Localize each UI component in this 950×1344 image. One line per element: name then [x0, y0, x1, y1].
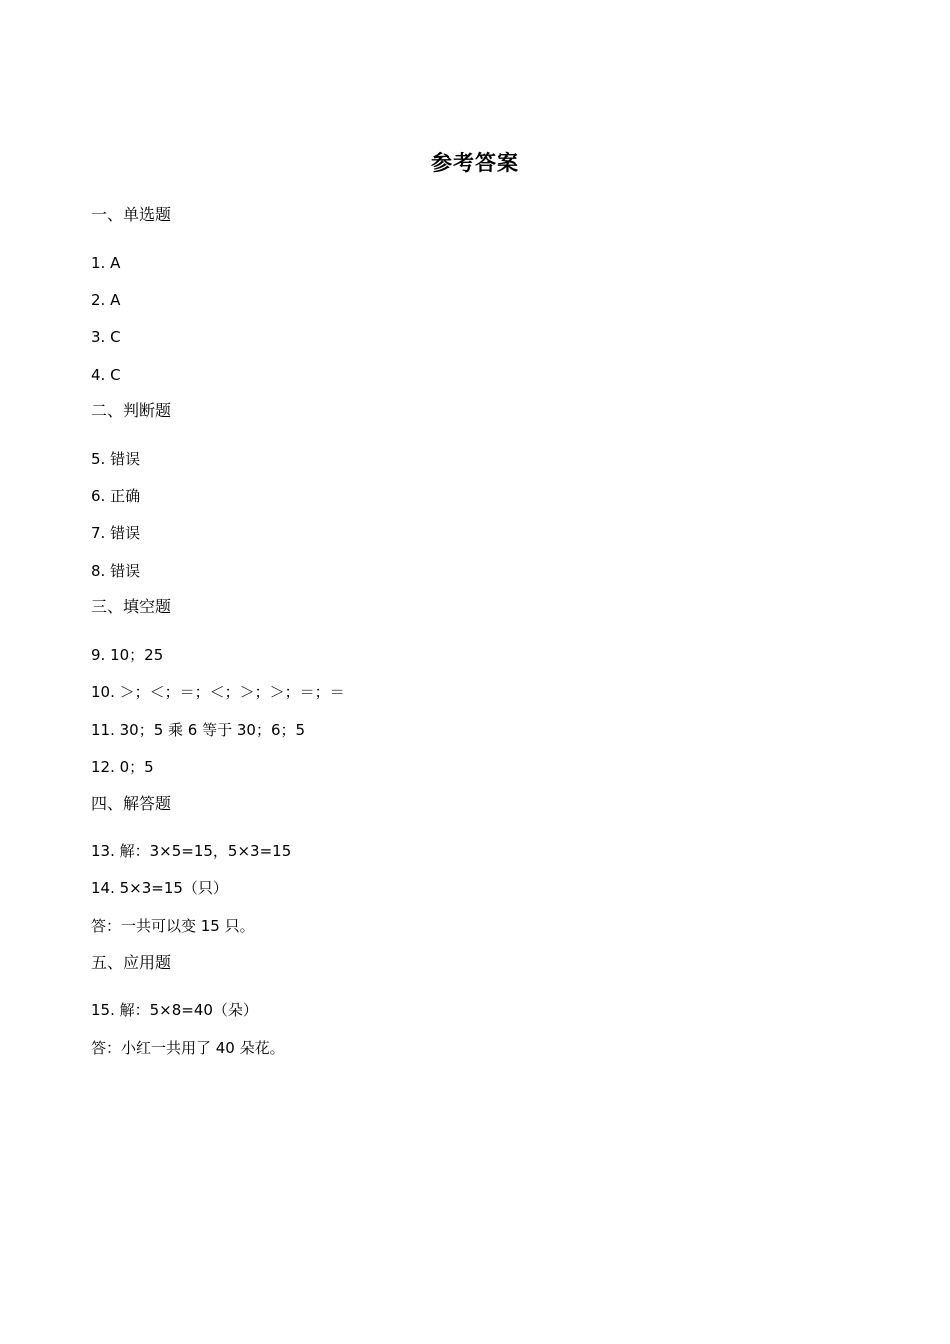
section-heading-application: 五、应用题: [91, 953, 172, 972]
answer-item-5: 5. 错误: [91, 450, 141, 468]
section-heading-fill-in: 三、填空题: [91, 597, 172, 616]
page-title: 参考答案: [431, 151, 519, 175]
answer-item-13: 13. 解：3×5=15，5×3=15: [91, 842, 292, 860]
answer-item-14: 14. 5×3=15（只）: [91, 879, 228, 897]
answer-item-9: 9. 10；25: [91, 646, 164, 664]
answer-item-14-answer: 答：一共可以变 15 只。: [91, 917, 255, 935]
answer-item-11: 11. 30；5 乘 6 等于 30；6；5: [91, 721, 306, 739]
answer-item-15-answer: 答：小红一共用了 40 朵花。: [91, 1039, 285, 1057]
answer-item-2: 2. A: [91, 291, 121, 309]
answer-item-10: 10. ＞；＜；＝；＜；＞；＞；＝；＝: [91, 683, 345, 701]
answer-item-7: 7. 错误: [91, 524, 141, 542]
answer-item-12: 12. 0；5: [91, 758, 154, 776]
answer-item-3: 3. C: [91, 328, 121, 346]
section-heading-true-false: 二、判断题: [91, 401, 172, 420]
section-heading-solve: 四、解答题: [91, 794, 172, 813]
answer-item-6: 6. 正确: [91, 487, 141, 505]
section-heading-single-choice: 一、单选题: [91, 205, 172, 224]
answer-item-1: 1. A: [91, 254, 121, 272]
answer-item-8: 8. 错误: [91, 562, 141, 580]
answer-item-4: 4. C: [91, 366, 121, 384]
answer-item-15: 15. 解：5×8=40（朵）: [91, 1001, 258, 1019]
